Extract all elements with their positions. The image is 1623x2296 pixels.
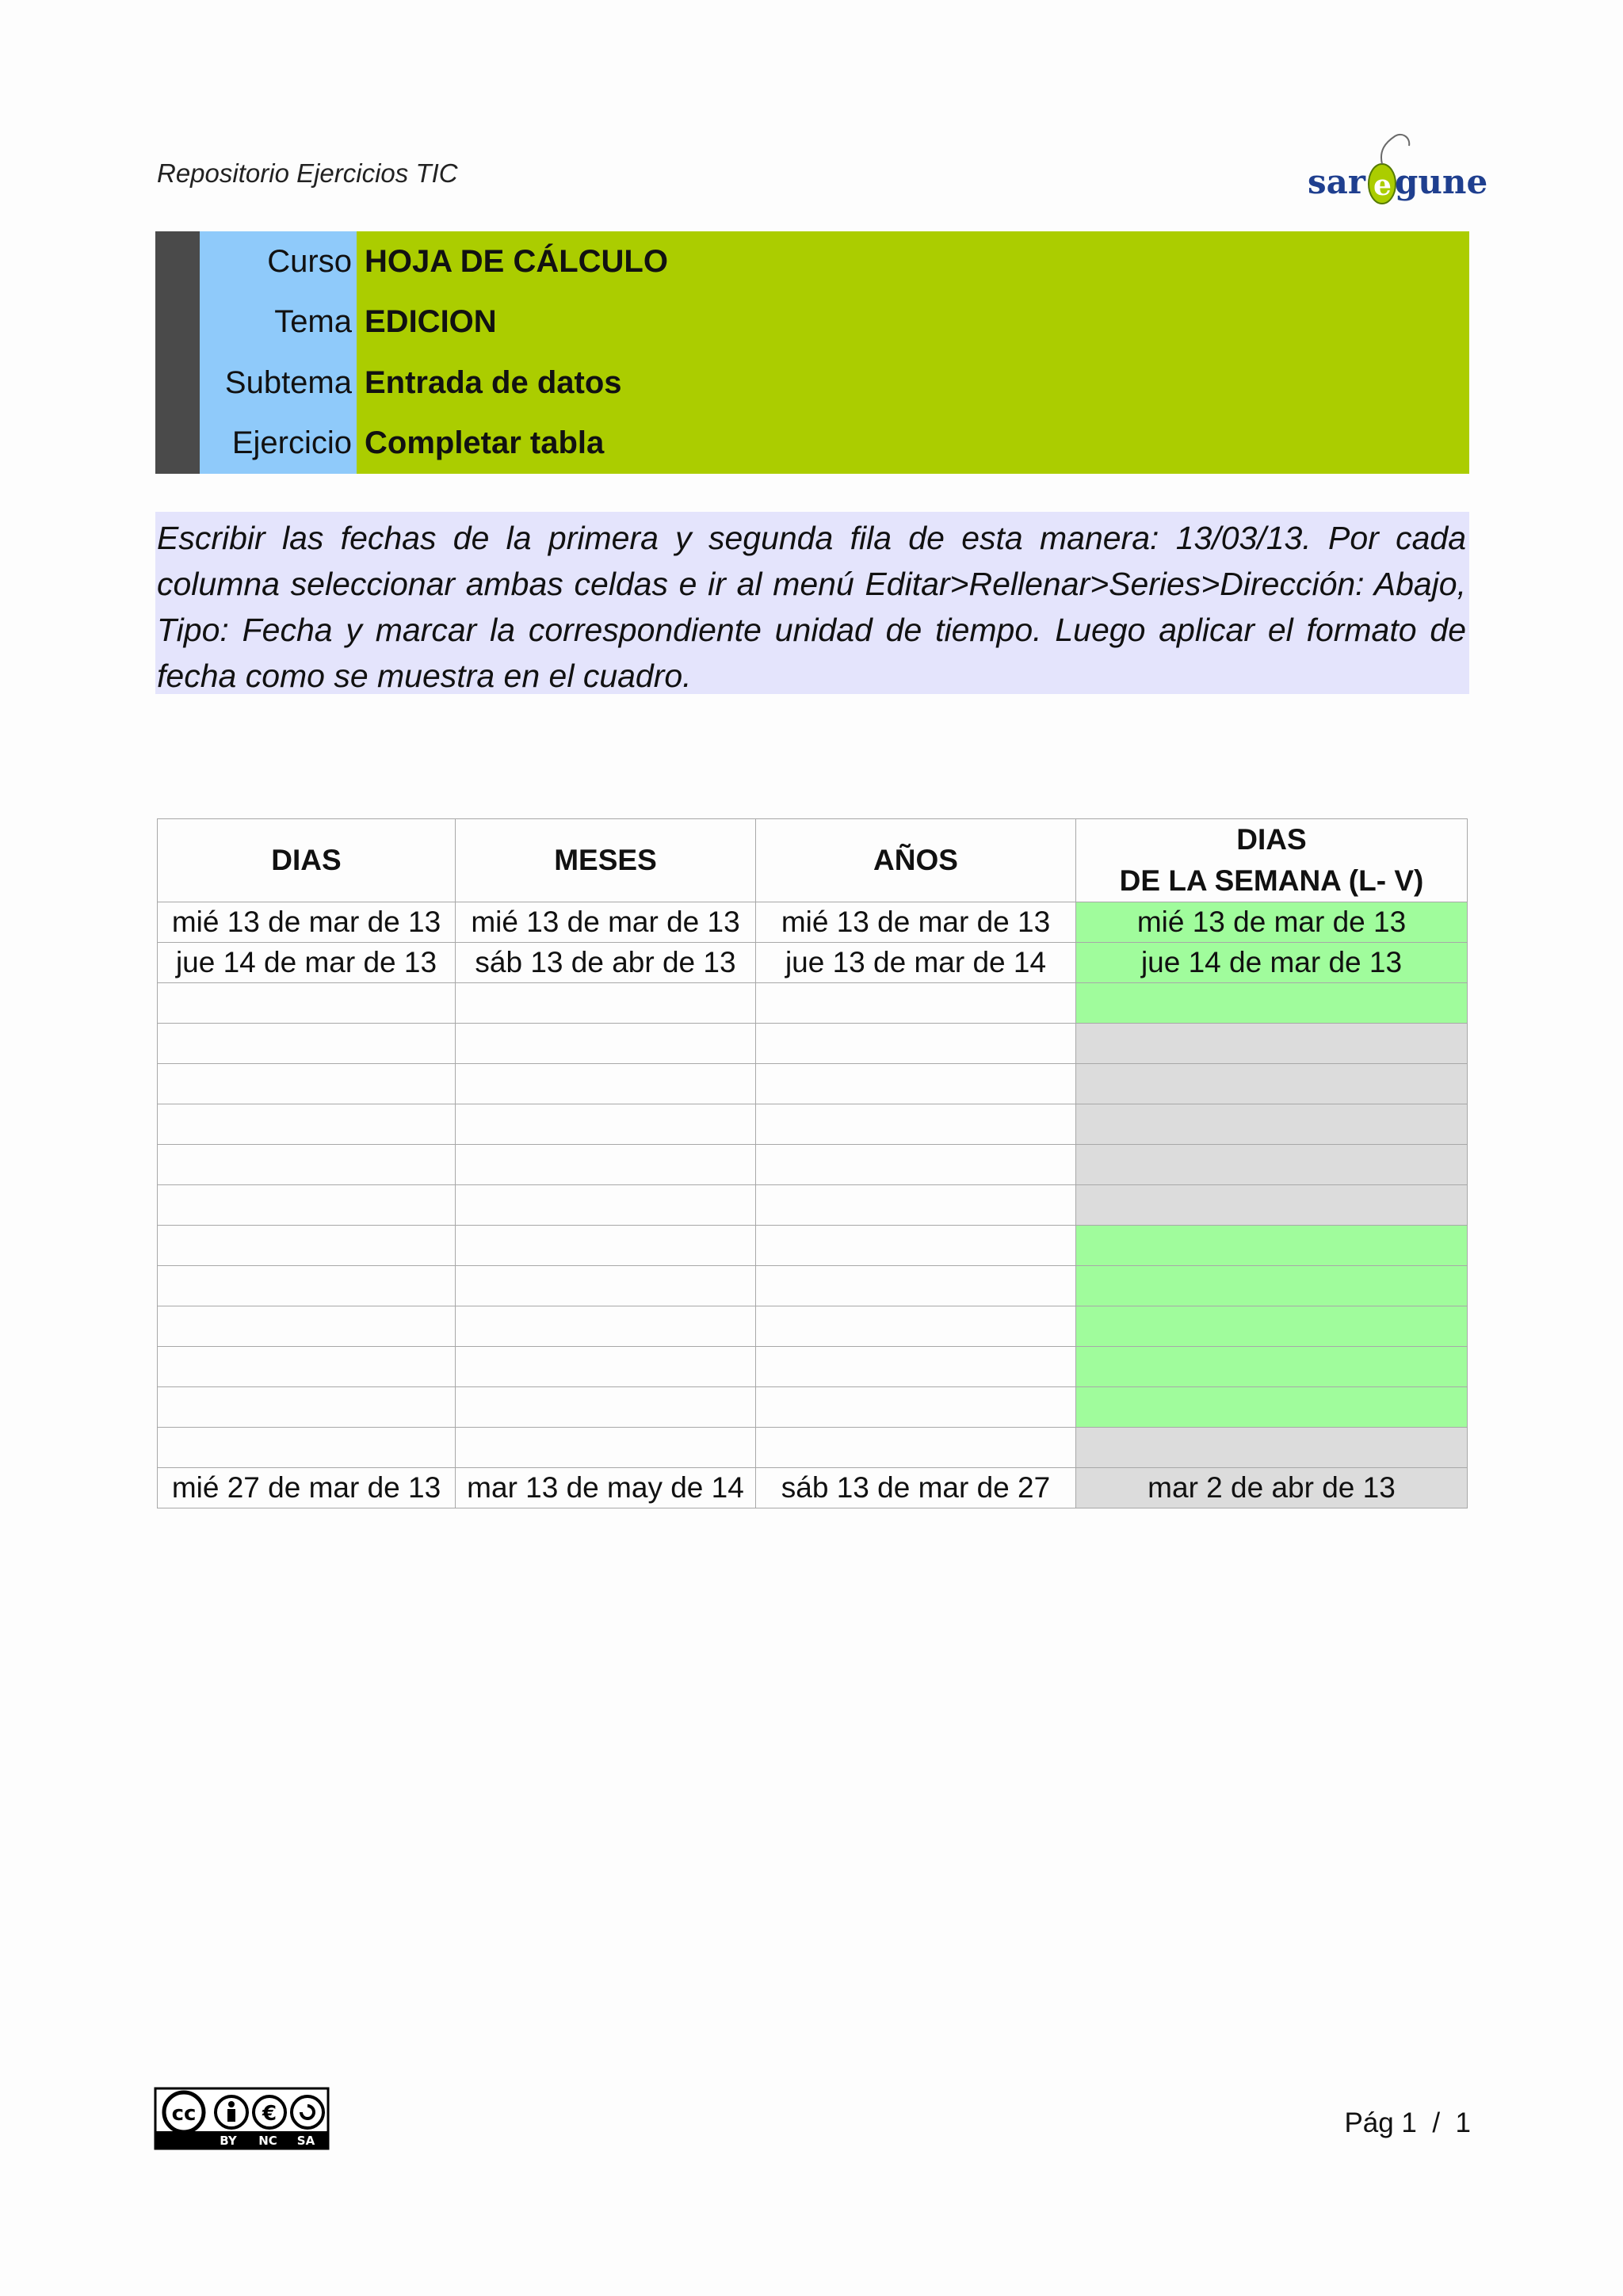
table-cell[interactable]: mié 13 de mar de 13 xyxy=(158,902,456,943)
table-cell[interactable] xyxy=(158,1185,456,1226)
page-number: Pág 1 / 1 xyxy=(1344,2107,1471,2138)
table-cell[interactable] xyxy=(158,1306,456,1347)
table-row xyxy=(158,943,1468,983)
table-cell[interactable] xyxy=(456,1064,756,1104)
table-cell[interactable] xyxy=(456,1306,756,1347)
table-cell[interactable] xyxy=(1076,1024,1468,1064)
info-label-tema: Tema xyxy=(274,304,352,340)
table-cell[interactable]: mié 13 de mar de 13 xyxy=(756,902,1076,943)
table-cell[interactable] xyxy=(756,1266,1076,1306)
table-row xyxy=(158,1064,1468,1104)
table-row xyxy=(158,1468,1468,1508)
table-cell[interactable]: jue 14 de mar de 13 xyxy=(1076,943,1468,983)
table-cell[interactable] xyxy=(158,1145,456,1185)
header-dias-semana: DIAS DE LA SEMANA (L- V) xyxy=(1076,819,1468,902)
table-cell[interactable]: mar 13 de may de 14 xyxy=(456,1468,756,1508)
table-row xyxy=(158,1387,1468,1428)
header-meses: MESES xyxy=(456,819,756,902)
table-cell[interactable] xyxy=(456,1387,756,1428)
table-cell[interactable] xyxy=(158,983,456,1024)
cc-license-badge xyxy=(155,2088,328,2149)
table-cell[interactable] xyxy=(1076,1387,1468,1428)
table-cell[interactable] xyxy=(1076,983,1468,1024)
info-label-curso: Curso xyxy=(267,243,352,279)
svg-text:BY: BY xyxy=(220,2134,237,2148)
info-label-subtema: Subtema xyxy=(224,364,352,400)
table-cell[interactable] xyxy=(756,1104,1076,1145)
svg-text:e: e xyxy=(1373,169,1392,202)
table-cell[interactable] xyxy=(756,1064,1076,1104)
instructions-text: Escribir las fechas de la primera y segunda fila de esta manera: 13/03/13. Por cada columna seleccionar ambas celdas e ir al menú Editar>Rellenar>Series>Dirección: Abajo, Tipo: Fecha y marcar la correspondiente unidad de tiempo. Luego aplicar el formato de fecha como se muestra en el cuadro. xyxy=(155,512,1469,694)
svg-text:NC: NC xyxy=(258,2134,277,2148)
table-cell[interactable]: mié 27 de mar de 13 xyxy=(158,1468,456,1508)
table-cell[interactable] xyxy=(158,1347,456,1387)
table-cell[interactable] xyxy=(756,1185,1076,1226)
header-dias: DIAS xyxy=(158,819,456,902)
table-row xyxy=(158,1145,1468,1185)
table-cell[interactable] xyxy=(456,1104,756,1145)
info-values-column xyxy=(357,231,1469,474)
table-cell[interactable] xyxy=(456,1347,756,1387)
table-cell[interactable]: mié 13 de mar de 13 xyxy=(456,902,756,943)
table-cell[interactable] xyxy=(756,1306,1076,1347)
table-cell[interactable] xyxy=(456,1428,756,1468)
table-row xyxy=(158,1104,1468,1145)
info-value-curso: HOJA DE CÁLCULO xyxy=(365,243,668,279)
exercise-info-block xyxy=(155,231,1469,474)
table-cell[interactable] xyxy=(1076,1104,1468,1145)
table-body xyxy=(158,902,1468,1508)
table-cell[interactable] xyxy=(158,1387,456,1428)
svg-text:sar: sar xyxy=(1308,162,1365,201)
table-cell[interactable] xyxy=(1076,1428,1468,1468)
table-cell[interactable] xyxy=(158,1024,456,1064)
table-cell[interactable] xyxy=(1076,1306,1468,1347)
info-value-subtema: Entrada de datos xyxy=(365,364,622,400)
table-cell[interactable] xyxy=(456,1024,756,1064)
table-cell[interactable] xyxy=(1076,1064,1468,1104)
table-cell[interactable] xyxy=(158,1064,456,1104)
table-cell[interactable] xyxy=(158,1226,456,1266)
info-labels-column xyxy=(200,231,357,474)
header-anos: AÑOS xyxy=(756,819,1076,902)
svg-text:gune: gune xyxy=(1395,162,1488,201)
table-cell[interactable] xyxy=(756,1226,1076,1266)
table-row xyxy=(158,1226,1468,1266)
table-cell[interactable] xyxy=(1076,1226,1468,1266)
table-cell[interactable] xyxy=(158,1104,456,1145)
table-row xyxy=(158,1347,1468,1387)
table-cell[interactable]: jue 13 de mar de 14 xyxy=(756,943,1076,983)
table-cell[interactable]: mar 2 de abr de 13 xyxy=(1076,1468,1468,1508)
table-cell[interactable] xyxy=(456,983,756,1024)
table-row xyxy=(158,1266,1468,1306)
table-row xyxy=(158,983,1468,1024)
table-cell[interactable] xyxy=(456,1226,756,1266)
table-cell[interactable] xyxy=(756,1145,1076,1185)
saregune-logo xyxy=(1308,127,1488,222)
table-row xyxy=(158,1024,1468,1064)
info-dark-bar xyxy=(155,231,200,474)
table-cell[interactable]: sáb 13 de mar de 27 xyxy=(756,1468,1076,1508)
table-cell[interactable]: mié 13 de mar de 13 xyxy=(1076,902,1468,943)
table-cell[interactable] xyxy=(158,1428,456,1468)
table-cell[interactable]: jue 14 de mar de 13 xyxy=(158,943,456,983)
info-label-ejercicio: Ejercicio xyxy=(231,425,352,461)
table-row xyxy=(158,1428,1468,1468)
svg-text:SA: SA xyxy=(296,2134,315,2148)
table-cell[interactable] xyxy=(756,1024,1076,1064)
table-cell[interactable] xyxy=(158,1266,456,1306)
table-cell[interactable] xyxy=(756,1428,1076,1468)
table-cell[interactable] xyxy=(456,1185,756,1226)
svg-text:cc: cc xyxy=(171,2102,197,2126)
table-header-row xyxy=(158,819,1468,902)
table-cell[interactable] xyxy=(1076,1185,1468,1226)
table-row xyxy=(158,1185,1468,1226)
info-value-ejercicio: Completar tabla xyxy=(365,425,605,461)
dates-table xyxy=(157,818,1468,1508)
svg-text:€: € xyxy=(262,2102,277,2126)
table-cell[interactable] xyxy=(756,1387,1076,1428)
table-row xyxy=(158,902,1468,943)
table-cell[interactable]: sáb 13 de abr de 13 xyxy=(456,943,756,983)
table-cell[interactable] xyxy=(756,983,1076,1024)
table-cell[interactable] xyxy=(1076,1266,1468,1306)
table-cell[interactable] xyxy=(456,1266,756,1306)
table-cell[interactable] xyxy=(456,1145,756,1185)
page-header-title: Repositorio Ejercicios TIC xyxy=(157,158,458,188)
table-row xyxy=(158,1306,1468,1347)
table-cell[interactable] xyxy=(1076,1145,1468,1185)
table-cell[interactable] xyxy=(1076,1347,1468,1387)
table-cell[interactable] xyxy=(756,1347,1076,1387)
info-value-tema: EDICION xyxy=(365,304,497,340)
